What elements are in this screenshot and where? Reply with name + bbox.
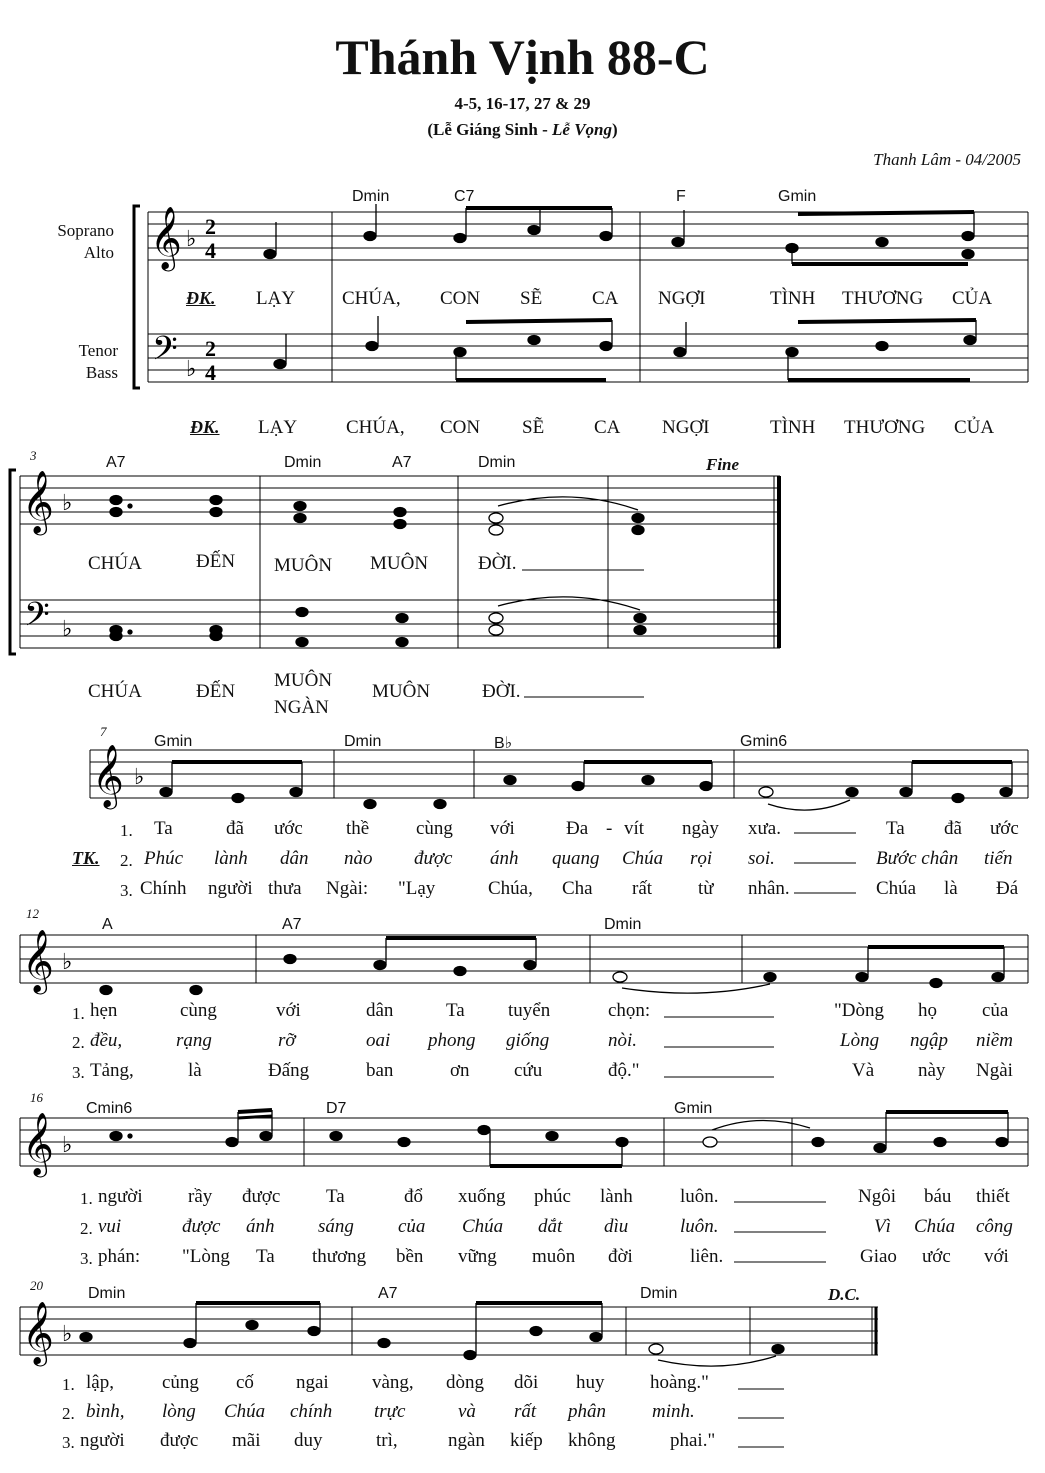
lyric: Đấng — [268, 1060, 310, 1081]
occasion: (Lễ Giáng Sinh - Lễ Vọng) — [427, 120, 618, 139]
chord: Cmin6 — [86, 1100, 133, 1117]
lyric: ánh — [490, 848, 519, 869]
lyric: Chúa, — [488, 878, 533, 899]
verse-number: 3. — [120, 881, 133, 900]
lyric: mãi — [232, 1430, 261, 1451]
lyric: lành — [600, 1186, 633, 1207]
chord: Gmin — [674, 1100, 713, 1117]
lyric: dõi — [514, 1372, 539, 1393]
lyric: này — [918, 1060, 946, 1081]
lyric: rạng — [176, 1030, 212, 1051]
lyric: độ." — [608, 1060, 640, 1081]
bar-number: 7 — [100, 724, 107, 739]
lyric: đã — [226, 818, 244, 839]
lyric: "Lòng — [182, 1246, 230, 1267]
voice-label-tenor-bass: Tenor Bass — [78, 341, 118, 382]
lyric: CON — [440, 417, 481, 438]
chord: A — [102, 916, 113, 933]
svg-text:4: 4 — [205, 360, 216, 385]
lyric: phán: — [98, 1246, 141, 1267]
lyric: Chúa — [224, 1401, 266, 1422]
lyric: ĐỜI. — [478, 553, 517, 574]
lyric: vít — [624, 818, 645, 839]
lyric: MUÔN — [370, 553, 429, 574]
staff-lines — [148, 334, 1028, 382]
lyric: Vì — [874, 1216, 891, 1237]
lyric: rầy — [188, 1186, 213, 1207]
lyric: phai." — [670, 1430, 716, 1451]
lyric: Phúc — [144, 848, 184, 869]
lyric: CHÚA — [88, 553, 142, 574]
lyric: thề — [346, 818, 370, 839]
lyric: không — [568, 1430, 616, 1451]
staff-lines — [90, 750, 1028, 798]
lyric: ĐỜI. — [482, 681, 521, 702]
lyric: vững — [458, 1246, 497, 1267]
lyric: Chúa — [876, 878, 917, 899]
lyric: niềm — [976, 1030, 1013, 1051]
treble-clef-icon: 𝄞 — [22, 1112, 54, 1175]
lyric: công — [976, 1216, 1013, 1237]
lyric: LẠY — [258, 417, 298, 438]
lyric: Ngài: — [326, 878, 369, 899]
lyric: SẼ — [522, 417, 545, 438]
lyric: Chính — [140, 878, 187, 899]
lyric: tiến — [984, 848, 1013, 869]
lyric: SẼ — [520, 288, 543, 309]
lyric: Ta — [886, 818, 905, 839]
lyric: ước — [922, 1246, 951, 1267]
refrain-label: ĐK. — [186, 288, 216, 308]
lyric: ước — [990, 818, 1019, 839]
lyric: Lòng — [840, 1030, 880, 1051]
verse-reference: 4-5, 16-17, 27 & 29 — [454, 94, 591, 113]
lyric: NGỢI — [662, 417, 710, 438]
lyric: huy — [576, 1372, 605, 1393]
lyric: hẹn — [90, 1000, 118, 1021]
svg-text:2: 2 — [205, 336, 216, 361]
lyric: trực — [374, 1401, 406, 1422]
lyric: Chúa — [914, 1216, 956, 1237]
lyric: ước — [274, 818, 303, 839]
verse-number: 3. — [62, 1433, 75, 1452]
bass-clef-icon: 𝄢 — [24, 596, 50, 642]
lyric: thương — [312, 1246, 367, 1267]
staff-lines — [20, 1118, 1028, 1166]
bar-number: 20 — [30, 1278, 43, 1293]
chord: D7 — [326, 1100, 347, 1117]
lyric: ban — [366, 1060, 394, 1081]
staff-lines — [20, 935, 1028, 983]
lyric: được — [182, 1216, 221, 1237]
composer-credit: Thanh Lâm - 04/2005 — [873, 150, 1021, 169]
lyric: đều, — [90, 1030, 123, 1051]
lyric: CA — [592, 288, 619, 309]
lyric: muôn — [532, 1246, 576, 1267]
chord: A7 — [392, 454, 412, 471]
lyric: Đa — [566, 818, 589, 839]
chord: Gmin — [154, 733, 193, 750]
lyric: rọi — [690, 848, 713, 869]
chord: Gmin6 — [740, 733, 788, 750]
lyric: duy — [294, 1430, 323, 1451]
lyric: xưa. — [748, 818, 781, 839]
verse-number: 1. — [62, 1375, 75, 1394]
lyric: lòng — [162, 1401, 196, 1422]
lyric: Đá — [996, 878, 1019, 899]
lyric: Ngài — [976, 1060, 1013, 1081]
lyric: ngập — [910, 1030, 948, 1051]
lyric: ngàn — [448, 1430, 485, 1451]
lyric: phong — [428, 1030, 476, 1051]
lyric: Bước chân — [876, 848, 959, 869]
lyric: Tảng, — [90, 1060, 134, 1081]
lyric: lập, — [86, 1372, 114, 1393]
lyric: Ta — [154, 818, 173, 839]
lyric: Chúa — [462, 1216, 504, 1237]
lyric: xuống — [458, 1186, 506, 1207]
lyric: soi. — [748, 848, 775, 869]
lyric: ĐẾN — [196, 681, 236, 702]
verse-number: 3. — [80, 1249, 93, 1268]
verse-number: 1. — [72, 1004, 85, 1023]
chord: Dmin — [352, 188, 390, 205]
lyric: Ta — [446, 1000, 465, 1021]
chord: Gmin — [778, 188, 817, 205]
fine-mark: Fine — [706, 455, 740, 474]
lyric: "Lạy — [398, 878, 436, 899]
lyric: liên. — [690, 1246, 724, 1267]
lyric: MUÔN — [274, 555, 333, 576]
treble-clef-icon: 𝄞 — [150, 206, 182, 269]
lyric: ngày — [682, 818, 719, 839]
lyric: cùng — [180, 1000, 217, 1021]
staff-lines — [20, 1307, 878, 1355]
lyric: cố — [236, 1372, 254, 1393]
lyric: phúc — [534, 1186, 571, 1207]
lyric: NGÀN — [274, 697, 329, 718]
lyric: tuyển — [508, 1000, 551, 1021]
lyric: ngai — [296, 1372, 329, 1393]
svg-text:♭: ♭ — [62, 1133, 73, 1158]
lyric: hoàng." — [650, 1372, 709, 1393]
verse-number: 2. — [62, 1404, 75, 1423]
lyric: ơn — [450, 1060, 470, 1081]
lyric: đã — [944, 818, 962, 839]
verse-label: TK. — [72, 848, 100, 868]
lyric: quang — [552, 848, 600, 869]
lyric: MUÔN — [274, 670, 333, 691]
chord: Dmin — [640, 1285, 678, 1302]
lyric: dìu — [604, 1216, 629, 1237]
lyric: được — [414, 848, 453, 869]
lyric: người — [98, 1186, 143, 1207]
lyric: người — [80, 1430, 125, 1451]
lyric: Chúa — [622, 848, 664, 869]
lyric: Và — [852, 1060, 875, 1081]
treble-clef-icon: 𝄞 — [22, 1301, 54, 1364]
svg-text:♭: ♭ — [62, 617, 73, 642]
verse-number: 1. — [80, 1189, 93, 1208]
chord: A7 — [378, 1285, 398, 1302]
lyric: được — [242, 1186, 281, 1207]
lyric: củng — [162, 1372, 199, 1393]
lyric: của — [398, 1216, 426, 1237]
lyric: bền — [396, 1246, 424, 1267]
chord: Dmin — [344, 733, 382, 750]
lyric: MUÔN — [372, 681, 431, 702]
bar-number: 3 — [30, 448, 37, 463]
lyric: báu — [924, 1186, 952, 1207]
lyric: dòng — [446, 1372, 484, 1393]
lyric: đời — [608, 1246, 633, 1267]
refrain-label: ĐK. — [190, 417, 220, 437]
lyric: với — [276, 1000, 301, 1021]
svg-text:♭: ♭ — [62, 1322, 73, 1347]
lyric: CỦA — [952, 288, 993, 309]
chord: F — [676, 188, 686, 205]
lyric: thưa — [268, 878, 302, 899]
lyric: kiếp — [510, 1430, 543, 1451]
svg-text:2: 2 — [205, 214, 216, 239]
chord: C7 — [454, 188, 475, 205]
page-title: Thánh Vịnh 88-C — [335, 29, 710, 85]
lyric: TÌNH — [770, 288, 816, 309]
lyric: nòi. — [608, 1030, 638, 1051]
treble-clef-icon: 𝄞 — [92, 744, 124, 807]
lyric: CHÚA, — [342, 288, 401, 309]
lyric: vui — [98, 1216, 122, 1237]
lyric: LẠY — [256, 288, 296, 309]
bass-clef-icon: 𝄢 — [152, 330, 178, 376]
lyric: chính — [290, 1401, 333, 1422]
voice-label-soprano-alto: Soprano Alto — [57, 221, 114, 262]
lyric: dân — [366, 1000, 394, 1021]
lyric: dắt — [538, 1216, 563, 1237]
svg-text:♭: ♭ — [62, 491, 73, 516]
lyric: nào — [344, 848, 373, 869]
lyric: chọn: — [608, 1000, 651, 1021]
lyric: rất — [514, 1401, 537, 1422]
lyric: CON — [440, 288, 481, 309]
lyric: Ta — [326, 1186, 345, 1207]
lyric: cứu — [514, 1060, 543, 1081]
lyric: rất — [632, 878, 653, 899]
lyric: với — [984, 1246, 1009, 1267]
chord: Dmin — [284, 454, 322, 471]
flat-key-signature — [62, 227, 196, 1347]
lyric: dân — [280, 848, 309, 869]
verse-number: 2. — [72, 1033, 85, 1052]
lyric: Ta — [256, 1246, 275, 1267]
lyric: cùng — [416, 818, 453, 839]
lyric: CA — [594, 417, 621, 438]
lyric: là — [944, 878, 958, 899]
lyric: với — [490, 818, 515, 839]
lyric: người — [208, 878, 253, 899]
dc-mark: D.C. — [828, 1285, 861, 1304]
lyric: vàng, — [372, 1372, 414, 1393]
lyric: oai — [366, 1030, 391, 1051]
lyric: Ngôi — [858, 1186, 896, 1207]
staff-lines — [148, 212, 1028, 260]
svg-text:♭: ♭ — [62, 950, 73, 975]
lyric: và — [458, 1401, 476, 1422]
chord: Dmin — [88, 1285, 126, 1302]
verse-number: 2. — [120, 851, 133, 870]
svg-text:♭: ♭ — [134, 765, 145, 790]
lyric: THƯƠNG — [842, 288, 924, 309]
lyric: Cha — [562, 878, 593, 899]
lyric: thiết — [976, 1186, 1010, 1207]
verse-number: 1. — [120, 821, 133, 840]
chord: Dmin — [478, 454, 516, 471]
lyric: NGỢI — [658, 288, 706, 309]
lyric: của — [982, 1000, 1009, 1021]
svg-text:♭: ♭ — [186, 227, 197, 252]
lyric: CHÚA, — [346, 417, 405, 438]
lyric: trì, — [376, 1430, 398, 1451]
lyric: đổ — [404, 1186, 423, 1207]
chord: A7 — [106, 454, 126, 471]
lyric: ánh — [246, 1216, 275, 1237]
lyric: TÌNH — [770, 417, 816, 438]
lyric: CHÚA — [88, 681, 142, 702]
svg-text:4: 4 — [205, 238, 216, 263]
lyric: - — [606, 818, 613, 839]
lyric: được — [160, 1430, 199, 1451]
treble-clef-icon: 𝄞 — [22, 929, 54, 992]
lyric: THƯƠNG — [844, 417, 926, 438]
lyric: bình, — [86, 1401, 125, 1422]
lyric: là — [188, 1060, 202, 1081]
lyric: luôn. — [680, 1216, 719, 1237]
lyric: CỦA — [954, 417, 995, 438]
verse-number: 3. — [72, 1063, 85, 1082]
lyric: giống — [506, 1030, 550, 1051]
lyric: nhân. — [748, 878, 790, 899]
lyric: ĐẾN — [196, 551, 236, 572]
lyric: minh. — [652, 1401, 695, 1422]
lyric: luôn. — [680, 1186, 719, 1207]
treble-clef-icon: 𝄞 — [22, 470, 54, 533]
lyric: từ — [698, 878, 714, 899]
chord: A7 — [282, 916, 302, 933]
chord: B♭ — [494, 735, 513, 752]
lyric: sáng — [318, 1216, 354, 1237]
bar-number: 12 — [26, 906, 39, 921]
bar-number: 16 — [30, 1090, 43, 1105]
lyric: "Dòng — [834, 1000, 884, 1021]
lyric: họ — [918, 1000, 937, 1021]
lyric: Giao — [860, 1246, 897, 1267]
chord: Dmin — [604, 916, 642, 933]
lyric: phân — [568, 1401, 606, 1422]
lyric: lành — [214, 848, 248, 869]
verse-number: 2. — [80, 1219, 93, 1238]
svg-text:♭: ♭ — [186, 357, 197, 382]
lyric: rỡ — [278, 1030, 296, 1051]
